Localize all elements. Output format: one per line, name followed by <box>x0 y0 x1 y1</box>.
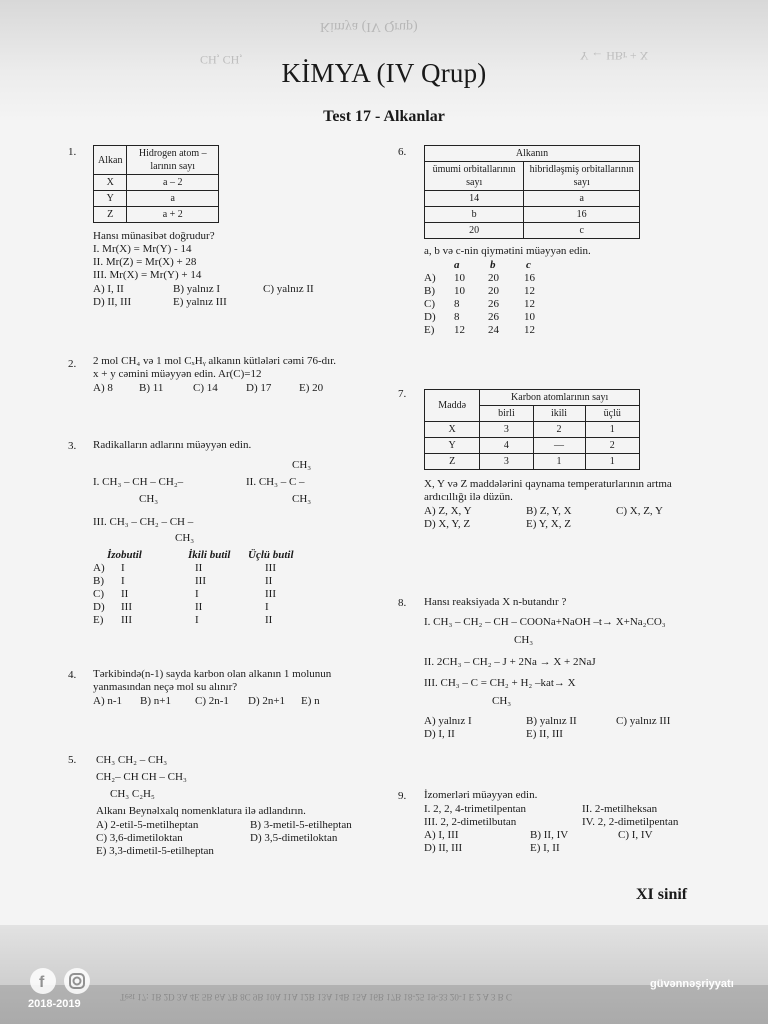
column-header: a <box>454 259 460 271</box>
answer-option[interactable]: B) 10 20 12 <box>424 285 535 297</box>
answer-option[interactable]: C) yalnız II <box>263 283 314 295</box>
table-cell: 20 <box>425 223 524 239</box>
question-4 <box>93 668 383 707</box>
column-header: b <box>490 259 496 271</box>
answer-option[interactable]: C) 14 <box>193 382 218 394</box>
answer-option[interactable]: D) II, III <box>93 296 132 308</box>
answer-option[interactable]: B) II, IV <box>530 829 569 841</box>
radical-formula: III. CH₃ – CH₂ – CH – <box>93 516 194 528</box>
instagram-icon[interactable] <box>64 968 90 994</box>
question-text: İzomerləri müəyyən edin. <box>424 789 538 801</box>
footer-strip <box>0 985 768 1024</box>
question-number: 2. <box>68 358 77 370</box>
answer-option[interactable]: A) I, III <box>424 829 459 841</box>
radical-formula: II. CH₃ – C – <box>246 476 305 488</box>
question-text: 2 mol CH₄ və 1 mol CₓHᵧ alkanın kütlələri cəmi 76-dır. <box>93 355 337 367</box>
table-cell: a <box>524 191 640 207</box>
table-header: Alkanın <box>425 146 640 162</box>
question-text: Radikalların adlarını müəyyən edin. <box>93 439 252 451</box>
reaction-formula: I. CH₃ – CH₂ – CH – COONa+NaOH –t→ X+Na₂CO₃ <box>424 616 666 628</box>
answer-option[interactable]: E) yalnız III <box>173 296 227 308</box>
answer-option[interactable]: C) 3,6-dimetiloktan <box>96 832 183 844</box>
statement: III. Mr(X) = Mr(Y) + 14 <box>93 269 202 281</box>
table-header: ikili <box>533 406 585 422</box>
structure-line: CH₃ CH₂ – CH₃ <box>96 754 168 766</box>
question-2 <box>93 355 393 394</box>
isomer-item: III. 2, 2-dimetilbutan <box>424 816 517 828</box>
table-header: Maddə <box>425 390 480 422</box>
isomer-item: II. 2-metilheksan <box>582 803 658 815</box>
table-cell: 1 <box>585 422 639 438</box>
table-header: üçlü <box>585 406 639 422</box>
radical-branch: CH₃ <box>175 532 195 544</box>
table-cell: 2 <box>585 438 639 454</box>
table-cell: a <box>127 191 219 207</box>
answer-option[interactable]: A) 10 20 16 <box>424 272 535 284</box>
page-title: KİMYA (IV Qrup) <box>281 58 487 88</box>
answer-option[interactable]: E) I, II <box>530 842 560 854</box>
answer-option[interactable]: B) 11 <box>139 382 164 394</box>
reaction-branch: CH₃ <box>514 634 534 646</box>
table-cell: Y <box>425 438 480 454</box>
question-number: 9. <box>398 790 407 802</box>
question-text: a, b və c-nin qiymətini müəyyən edin. <box>424 245 591 257</box>
question-text: yanmasından neçə mol su alınır? <box>93 681 238 693</box>
question-text: Tərkibində(n-1) sayda karbon olan alkanın 1 molunun <box>93 668 332 680</box>
answer-option[interactable]: A) Z, X, Y <box>424 505 472 517</box>
question-number: 8. <box>398 597 407 609</box>
table-header: Alkan <box>94 146 127 175</box>
answer-option[interactable]: C) 2n-1 <box>195 695 229 707</box>
table-cell: Z <box>94 207 127 223</box>
table-header: ümumi orbitallarının sayı <box>425 162 524 191</box>
table-cell: a + 2 <box>127 207 219 223</box>
answer-option[interactable]: C) 8 26 12 <box>424 298 535 310</box>
question-6 <box>424 145 640 336</box>
table-cell: X <box>94 175 127 191</box>
question-text: X, Y və Z maddələrini qaynama temperaturlarının artma <box>424 478 672 490</box>
mirrored-ghost-reaction: Y ← HBr + X <box>580 49 649 63</box>
table-cell: 1 <box>533 454 585 470</box>
mirrored-answer-key: Test 17: 1B 2D 3A 4E 5B 6A 7B 8C 9B 10A 11A 12B 13A 14B 15A 16B 17B 18-25 19-33 20-1 E 2 A 3 B C <box>120 992 512 1002</box>
mirrored-ghost-title: Kimya (IV Qrup) <box>320 19 418 34</box>
table-cell: 14 <box>425 191 524 207</box>
question-text: Hansı münasibət doğrudur? <box>93 230 215 242</box>
q1-table <box>93 145 219 223</box>
answer-option[interactable]: D) III II I <box>93 601 269 613</box>
question-text: ardıcıllığı ilə düzün. <box>424 491 513 503</box>
answer-option[interactable]: D) 3,5-dimetiloktan <box>250 832 338 844</box>
grade-label: XI sinif <box>636 886 688 903</box>
answer-option[interactable]: D) 8 26 10 <box>424 311 535 323</box>
structure-line: CH₃ C₂H₅ <box>110 788 155 800</box>
answer-option[interactable]: E) 3,3-dimetil-5-etilheptan <box>96 845 214 857</box>
answer-option[interactable]: B) yalnız II <box>526 715 577 727</box>
svg-text:f: f <box>39 974 45 991</box>
answer-option[interactable]: D) 17 <box>246 382 272 394</box>
facebook-icon[interactable] <box>30 968 56 994</box>
question-5 <box>96 805 386 857</box>
question-number: 3. <box>68 440 77 452</box>
reaction-formula: III. CH₃ – C = CH₂ + H₂ –kat→ X <box>424 677 576 689</box>
isomer-item: I. 2, 2, 4-trimetilpentan <box>424 803 527 815</box>
table-cell: a – 2 <box>127 175 219 191</box>
q6-table <box>424 145 640 239</box>
publisher-logo: güvənnəşriyyatı <box>650 978 734 990</box>
question-7 <box>424 389 724 530</box>
question-text: Hansı reaksiyada X n-butandır ? <box>424 596 567 608</box>
isomer-item: IV. 2, 2-dimetilpentan <box>582 816 679 828</box>
radical-branch: CH₃ <box>292 493 312 505</box>
reaction-formula: II. 2CH₃ – CH₂ – J + 2Na → X + 2NaJ <box>424 656 596 668</box>
table-header: birli <box>480 406 533 422</box>
reaction-branch: CH₃ <box>492 695 512 707</box>
column-header: Üçlü butil <box>248 549 294 561</box>
question-number: 4. <box>68 669 77 681</box>
statement: II. Mr(Z) = Mr(X) + 28 <box>93 256 197 268</box>
answer-option[interactable]: C) I, IV <box>618 829 653 841</box>
answer-option[interactable]: B) I III II <box>93 575 273 587</box>
answer-option[interactable]: C) X, Z, Y <box>616 505 663 517</box>
footer-year: 2018-2019 <box>28 998 81 1010</box>
table-cell: 16 <box>524 207 640 223</box>
answer-option[interactable]: B) n+1 <box>140 695 171 707</box>
question-number: 6. <box>398 146 407 158</box>
column-header: c <box>526 259 531 271</box>
radical-formula: I. CH₃ – CH – CH₂– <box>93 476 184 488</box>
q8-options <box>424 714 714 740</box>
answer-option[interactable]: E) 12 24 12 <box>424 324 535 336</box>
answer-option[interactable]: E) III I II <box>93 614 273 626</box>
table-cell: 3 <box>480 422 533 438</box>
answer-option[interactable]: E) 20 <box>299 382 324 394</box>
question-number: 7. <box>398 388 407 400</box>
answer-option[interactable]: A) I II III <box>93 562 276 574</box>
answer-option[interactable]: E) n <box>301 695 320 707</box>
radical-branch: CH₃ <box>139 493 159 505</box>
answer-option[interactable]: C) II I III <box>93 588 276 600</box>
table-header: hibridləşmiş orbitallarının sayı <box>524 162 640 191</box>
column-header: İkili butil <box>188 549 231 561</box>
table-cell: — <box>533 438 585 454</box>
table-header: Karbon atomlarının sayı <box>480 390 640 406</box>
answer-option[interactable]: B) 3-metil-5-etilheptan <box>250 819 352 831</box>
table-cell: 1 <box>585 454 639 470</box>
answer-option[interactable]: A) yalnız I <box>424 715 472 727</box>
answer-option[interactable]: E) II, III <box>526 728 563 740</box>
answer-option[interactable]: C) yalnız III <box>616 715 671 727</box>
table-cell: Y <box>94 191 127 207</box>
answer-option[interactable]: D) X, Y, Z <box>424 518 471 530</box>
question-text: x + y cəmini müəyyən edin. Ar(C)=12 <box>93 368 262 380</box>
answer-option[interactable]: A) I, II <box>93 283 124 295</box>
table-cell: X <box>425 422 480 438</box>
answer-option[interactable]: B) Z, Y, X <box>526 505 572 517</box>
answer-option[interactable]: D) II, III <box>424 842 463 854</box>
radical-branch: CH₃ <box>292 459 312 471</box>
q7-table <box>424 389 640 470</box>
question-number: 1. <box>68 146 77 158</box>
answer-option[interactable]: D) 2n+1 <box>248 695 286 707</box>
q3-answer-grid <box>93 548 323 626</box>
column-header: İzobutil <box>107 549 142 561</box>
answer-option[interactable]: D) I, II <box>424 728 455 740</box>
question-9 <box>424 789 724 854</box>
answer-option[interactable]: A) n-1 <box>93 695 123 707</box>
table-cell: b <box>425 207 524 223</box>
answer-option[interactable]: E) Y, X, Z <box>526 518 571 530</box>
mirrored-ghost-formula: CH, CH, <box>200 53 243 67</box>
table-cell: Z <box>425 454 480 470</box>
table-cell: 4 <box>480 438 533 454</box>
test-subtitle: Test 17 - Alkanlar <box>323 108 445 125</box>
structure-line: CH₂– CH CH – CH₃ <box>96 771 187 783</box>
answer-option[interactable]: B) yalnız I <box>173 283 221 295</box>
answer-option[interactable]: A) 2-etil-5-metilheptan <box>96 819 199 831</box>
table-cell: 3 <box>480 454 533 470</box>
answer-option[interactable]: A) 8 <box>93 382 113 394</box>
question-number: 5. <box>68 754 77 766</box>
question-text: Alkanı Beynəlxalq nomenklatura ilə adlandırın. <box>96 805 306 817</box>
table-header: Hidrogen atom – larının sayı <box>127 146 219 175</box>
table-cell: c <box>524 223 640 239</box>
question-1 <box>93 145 353 308</box>
table-cell: 2 <box>533 422 585 438</box>
statement: I. Mr(X) = Mr(Y) - 14 <box>93 243 192 255</box>
